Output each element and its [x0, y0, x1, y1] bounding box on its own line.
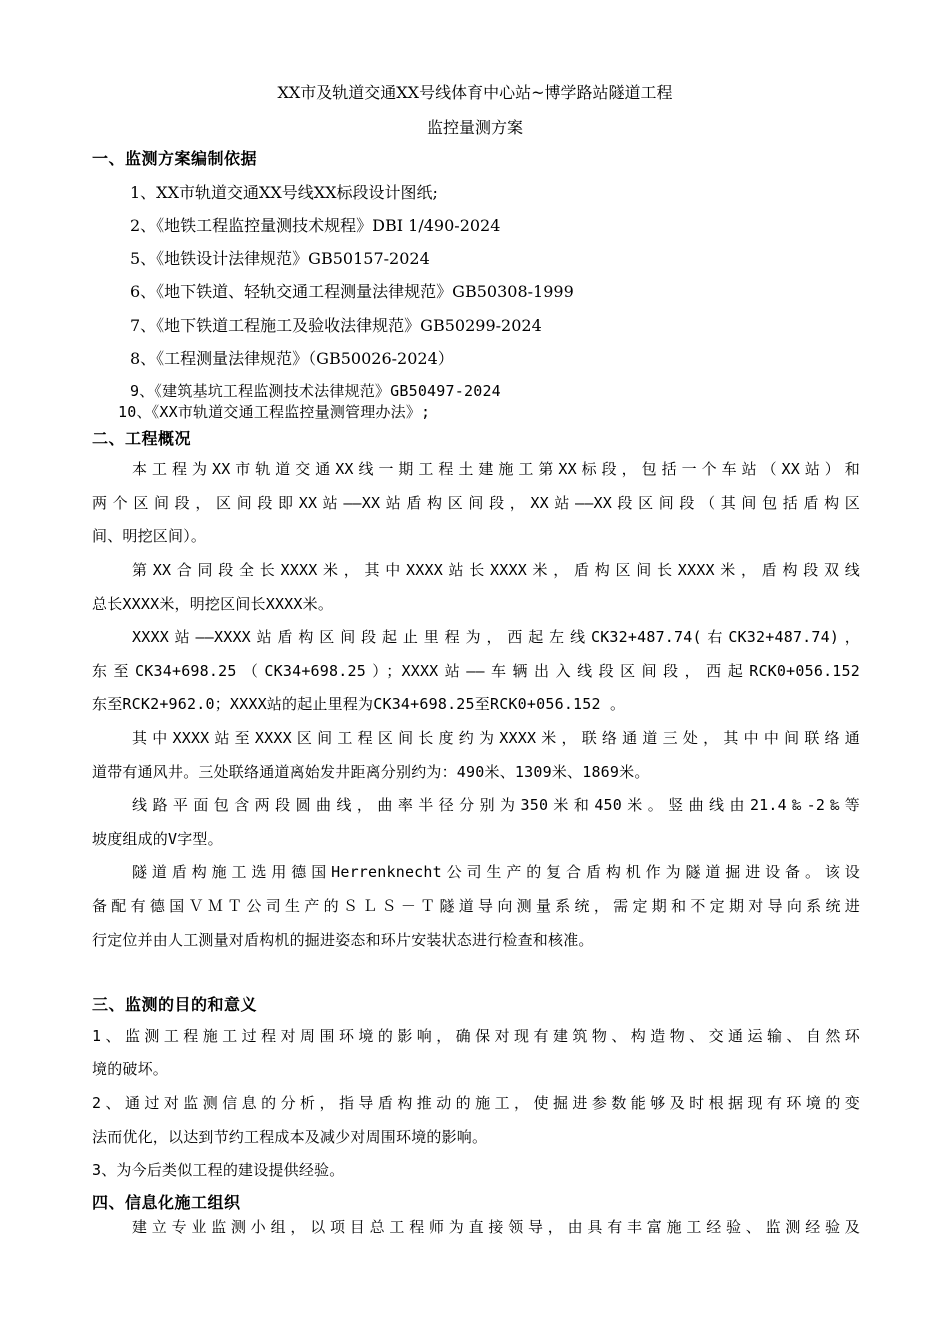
paragraph-line: 东至RCK2+962.0；XXXX站的起止里程为CK34+698.25至RCK0+056.152 。 [92, 695, 626, 713]
paragraph-line: 隧道盾构施工选用德国Herrenknecht公司生产的复合盾构机作为隧道掘进设备。该设 [132, 863, 860, 881]
list-item: 9、《建筑基坑工程监测技术法律规范》GB50497-2024 [130, 382, 501, 400]
paragraph-line: 境的破坏。 [92, 1060, 169, 1078]
list-item: 5、《地铁设计法律规范》GB50157-2024 [130, 249, 430, 268]
paragraph-line: 坡度组成的V字型。 [92, 830, 223, 848]
list-item: 10、《XX市轨道交通工程监控量测管理办法》; [118, 403, 431, 421]
document-title: XX市及轨道交通XX号线体育中心站~博学路站隧道工程 [277, 83, 673, 102]
section-4-heading: 四、信息化施工组织 [92, 1193, 241, 1212]
paragraph-line: 其中XXXX站至XXXX区间工程区间长度约为XXXX米，联络通道三处，其中中间联络通 [132, 729, 860, 747]
list-item: 8、《工程测量法律规范》（GB50026-2024） [130, 349, 454, 368]
paragraph-line: 3、为今后类似工程的建设提供经验。 [92, 1161, 345, 1179]
paragraph-line: 备配有德国ＶＭＴ公司生产的ＳＬＳ－Ｔ隧道导向测量系统，需定期和不定期对导向系统进 [92, 897, 860, 915]
section-3-heading: 三、监测的目的和意义 [92, 995, 258, 1014]
paragraph-line: 两个区间段，区间段即XX站——XX站盾构区间段，XX站——XX段区间段（其间包括盾构区 [92, 494, 860, 512]
section-1-heading: 一、监测方案编制依据 [92, 149, 258, 168]
paragraph-line: 法而优化，以达到节约工程成本及减少对周围环境的影响。 [92, 1128, 488, 1146]
paragraph-line: 行定位并由人工测量对盾构机的掘进姿态和环片安装状态进行检查和核准。 [92, 931, 594, 949]
list-item: 1、XX市轨道交通XX号线XX标段设计图纸; [130, 183, 438, 202]
paragraph-line: 本工程为XX市轨道交通XX线一期工程土建施工第XX标段，包括一个车站（XX站）和 [132, 460, 860, 478]
paragraph-line: 间、明挖区间）。 [92, 527, 207, 545]
paragraph-line: 总长XXXX米，明挖区间长XXXX米。 [92, 595, 334, 613]
paragraph-line: 第XX合同段全长XXXX米，其中XXXX站长XXXX米，盾构区间长XXXX米，盾构段双线 [132, 561, 860, 579]
paragraph-line: 道带有通风井。三处联络通道离始发井距离分别约为：490米、1309米、1869米。 [92, 763, 650, 781]
document-subtitle: 监控量测方案 [426, 118, 523, 137]
section-2-heading: 二、工程概况 [92, 429, 192, 448]
list-item: 7、《地下铁道工程施工及验收法律规范》GB50299-2024 [130, 316, 542, 335]
paragraph-line: 1、监测工程施工过程对周围环境的影响，确保对现有建筑物、构造物、交通运输、自然环 [92, 1027, 860, 1045]
paragraph-line: 东至CK34+698.25（CK34+698.25）；XXXX站——车辆出入线段区间段，西起RCK0+056.152 [92, 662, 860, 680]
paragraph-line: XXXX站——XXXX站盾构区间段起止里程为，西起左线CK32+487.74(右CK32+487.74)， [132, 628, 860, 646]
paragraph-line: 建立专业监测小组，以项目总工程师为直接领导，由具有丰富施工经验、监测经验及 [132, 1218, 860, 1236]
paragraph-line: 线路平面包含两段圆曲线，曲率半径分别为350米和450米。竖曲线由21.4‰-2‰等 [132, 796, 860, 814]
list-item: 2、《地铁工程监控量测技术规程》DBI 1/490-2024 [130, 216, 501, 235]
list-item: 6、《地下铁道、轻轨交通工程测量法律规范》GB50308-1999 [130, 282, 574, 301]
paragraph-line: 2、通过对监测信息的分析，指导盾构推动的施工，使掘进参数能够及时根据现有环境的变 [92, 1094, 860, 1112]
